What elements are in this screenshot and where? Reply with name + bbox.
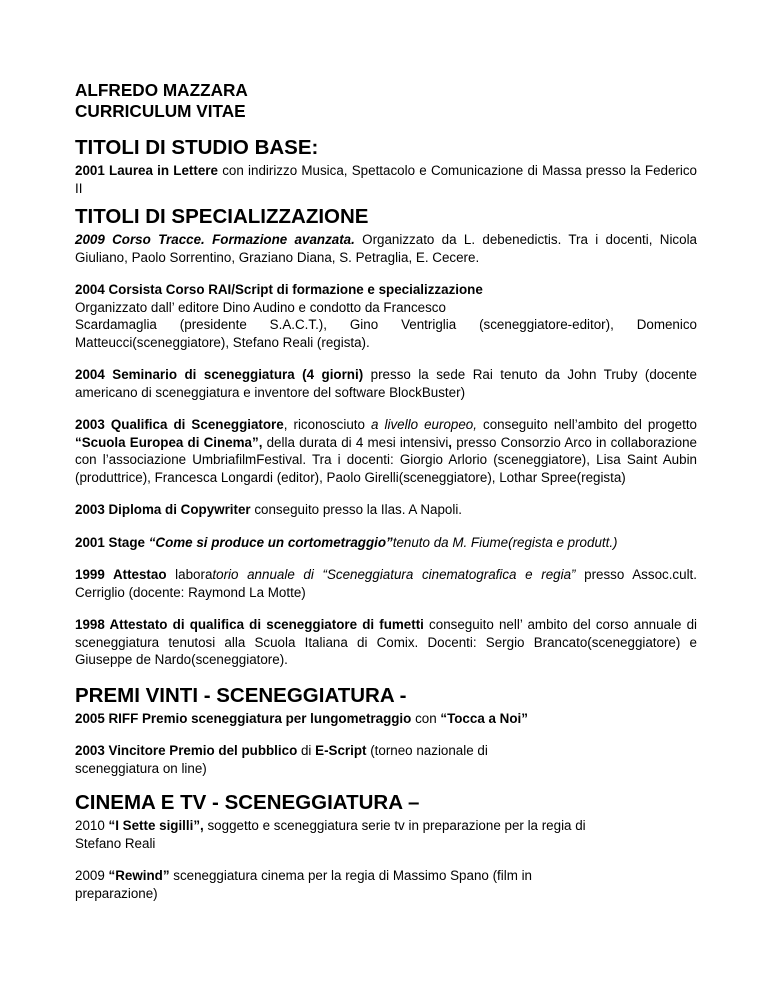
- entry-text: soggetto e sceneggiatura serie tv in preparazione per la regia di: [203, 818, 586, 833]
- entry-cinema-1: [75, 817, 697, 852]
- entry-text: , riconosciuto: [283, 417, 372, 432]
- cv-document: [75, 80, 697, 902]
- entry-text: presso Assoc.cult. Cerriglio (docente: Raymond La Motte): [75, 567, 697, 600]
- entry-cinema-2: [75, 867, 697, 902]
- entry-title: “Rewind”: [108, 868, 170, 883]
- entry-text: della durata di 4 mesi intensivi: [262, 434, 449, 450]
- entry-premi-2: [75, 742, 697, 777]
- entry-highlight: “Scuola Europea di Cinema”,: [75, 434, 263, 450]
- entry-spec-2: [75, 281, 697, 351]
- entry-title: 2003 Vincitore Premio del pubblico: [75, 743, 298, 758]
- entry-text: conseguito nell’ ambito del corso annuale di sceneggiatura tenutosi alla Scuola Italiana di Comix. Docenti: Sergio Brancato(sceneggiatore) e Giuseppe de Nardo(sceneggiatore).: [75, 617, 697, 667]
- entry-title: 2001 Laurea in Lettere: [75, 163, 218, 178]
- entry-spec-3: [75, 366, 697, 401]
- entry-spec-6: [75, 534, 697, 552]
- entry-text: sceneggiatura on line): [75, 760, 207, 776]
- entry-spec-4: [75, 416, 697, 486]
- entry-highlight: “Tocca a Noi”: [440, 710, 528, 726]
- entry-text: conseguito presso la Ilas. A Napoli.: [250, 502, 463, 517]
- author-name: ALFREDO MAZZARA: [75, 80, 248, 100]
- entry-title: 2001 Stage: [75, 534, 149, 550]
- entry-text: conseguito nell’ambito del progetto: [476, 417, 698, 432]
- entry-text-italic: tenuto da M. Fiume(regista e produtt.): [392, 534, 618, 550]
- entry-title: 1999 Attestao: [75, 567, 167, 582]
- section-heading-studio: TITOLI DI STUDIO BASE:: [75, 136, 319, 159]
- entry-spec-7: [75, 566, 697, 601]
- entry-title: 2003 Qualifica di Sceneggiatore: [75, 417, 284, 432]
- entry-text: sceneggiatura cinema per la regia di Massimo Spano (film in: [169, 868, 532, 883]
- cv-header: [75, 80, 697, 122]
- entry-spec-1: [75, 231, 697, 266]
- entry-spec-8: [75, 616, 697, 669]
- section-heading-cinema: CINEMA E TV - SCENEGGIATURA –: [75, 791, 420, 814]
- entry-text: presso la sede Rai tenuto da John Truby (docente americano di sceneggiatura e inventore del software BlockBuster): [75, 367, 697, 400]
- entry-year: 2009: [75, 868, 109, 883]
- entry-punct: ,: [448, 434, 453, 450]
- entry-title: 1998 Attestato di qualifica di sceneggiatore di fumetti: [75, 617, 424, 632]
- entry-text: labora: [166, 567, 213, 582]
- entry-title: “I Sette sigilli”,: [108, 818, 204, 833]
- entry-text: con: [411, 710, 441, 726]
- entry-text: Scardamaglia (presidente S.A.C.T.), Gino Ventriglia (sceneggiatore-editor), Domenico Matteucci(sceneggiatore), Stefano Reali (regista).: [75, 317, 697, 350]
- entry-highlight: “Come si produce un cortometraggio”: [148, 534, 393, 550]
- entry-title: 2005 RIFF Premio sceneggiatura per lungometraggio: [75, 710, 412, 726]
- section-heading-premi: PREMI VINTI - SCENEGGIATURA -: [75, 683, 407, 707]
- entry-text: di: [297, 743, 316, 758]
- entry-title: 2004 Seminario di sceneggiatura (4 giorni): [75, 367, 364, 382]
- entry-text: Stefano Reali: [75, 835, 156, 851]
- entry-text: Organizzato dall’ editore Dino Audino e condotto da Francesco: [75, 299, 446, 315]
- entry-premi-1: [75, 710, 697, 728]
- entry-text: (torneo nazionale di: [366, 743, 488, 758]
- entry-text-italic: a livello europeo,: [371, 417, 477, 432]
- entry-text-italic: torio annuale di “Sceneggiatura cinematografica e regia”: [212, 567, 576, 582]
- entry-studio-1: [75, 162, 697, 197]
- entry-title: 2004 Corsista Corso RAI/Script di formazione e specializzazione: [75, 282, 483, 297]
- entry-spec-5: [75, 501, 697, 519]
- entry-text: Organizzato da L. debenedictis. Tra i docenti, Nicola Giuliano, Paolo Sorrentino, Graziano Diana, S. Petraglia, E. Cecere.: [75, 232, 697, 265]
- entry-text: preparazione): [75, 885, 158, 901]
- entry-text: con indirizzo Musica, Spettacolo e Comunicazione di Massa presso la Federico II: [75, 163, 697, 196]
- entry-text: presso Consorzio Arco in collaborazione con l’associazione UmbriafilmFestival. Tra i docenti: Giorgio Arlorio (sceneggiatore), Lisa Saint Aubin (produttrice), Francesca Longardi (editor), Paolo Girelli(sceneggiatore), Lothar Spree(regista): [75, 434, 697, 485]
- entry-highlight: E-Script: [315, 743, 367, 758]
- section-heading-specializzazione: TITOLI DI SPECIALIZZAZIONE: [75, 205, 369, 228]
- entry-title: 2003 Diploma di Copywriter: [75, 502, 251, 517]
- document-title: CURRICULUM VITAE: [75, 101, 246, 121]
- entry-year: 2010: [75, 818, 109, 833]
- entry-title: 2009 Corso Tracce. Formazione avanzata.: [75, 232, 355, 247]
